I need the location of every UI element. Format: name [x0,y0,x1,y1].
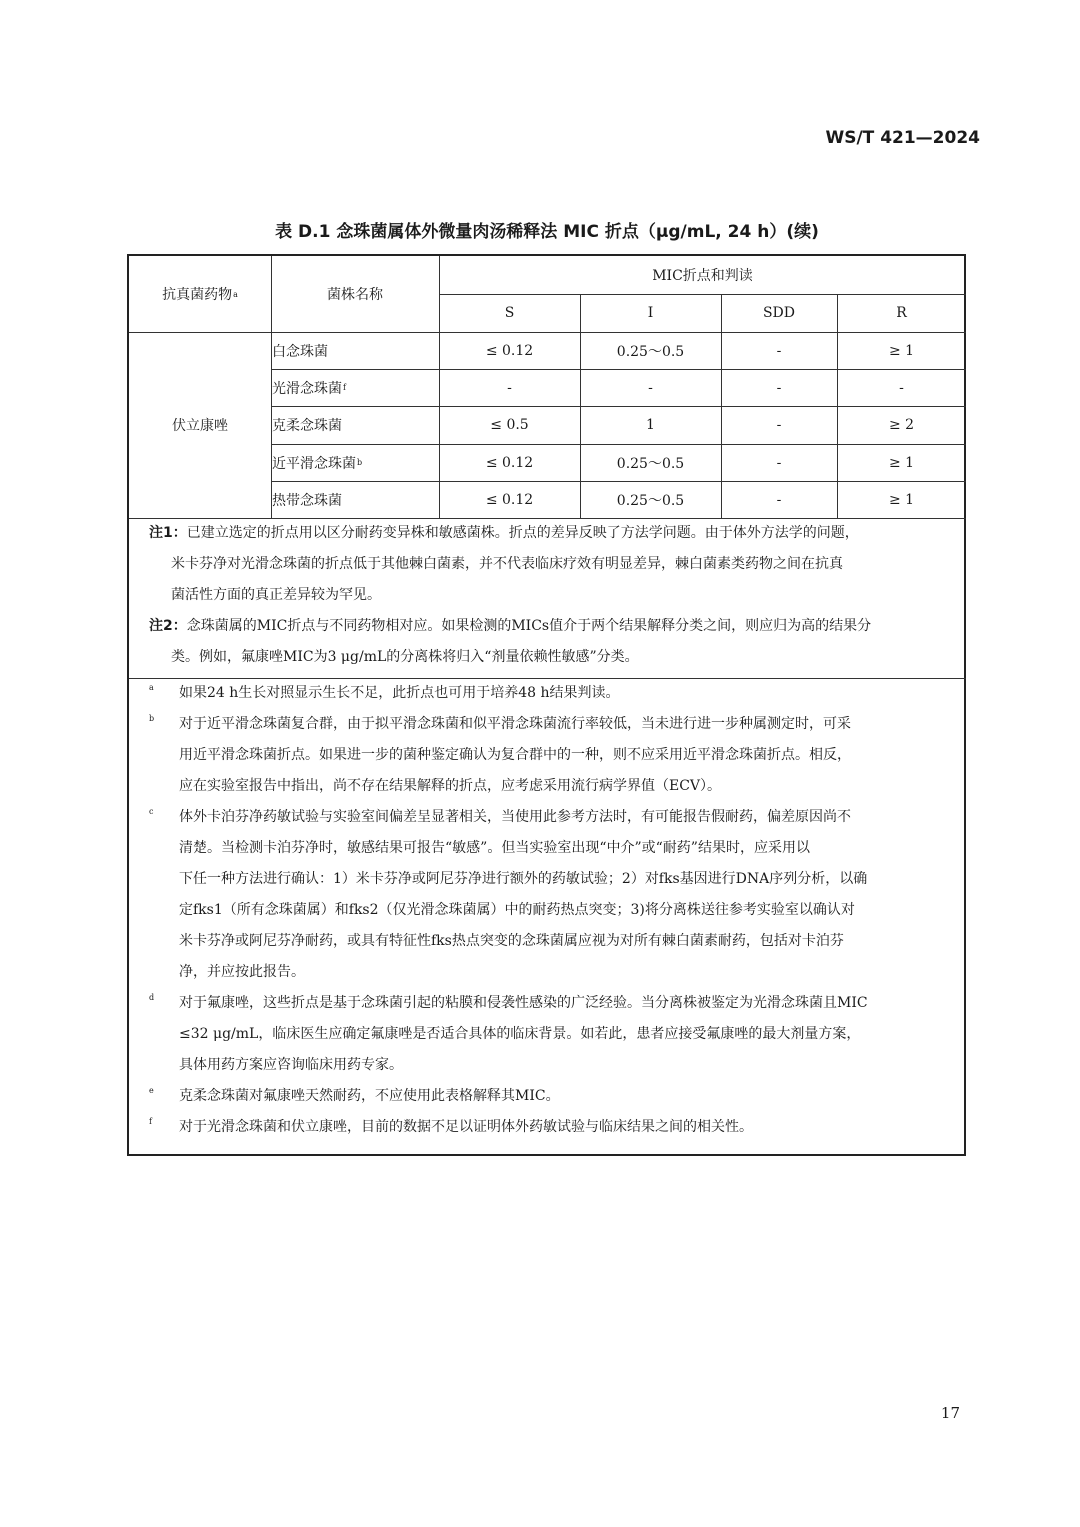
footnote-f [149,1112,964,1143]
i-cell: 1 [646,417,655,433]
note-line: 米卡芬净对光滑念珠菌的折点低于其他棘白菌素，并不代表临床疗效有明显差异，棘白菌素类药物之间在抗真 [171,556,843,572]
r-cell: ≥ 1 [888,342,915,359]
header-s: S [504,305,515,321]
note-label: 注2： [149,618,187,634]
standard-number: WS/T 421—2024 [825,128,980,148]
strain-cell [272,406,343,444]
strain-name: 近平滑念珠菌 [272,455,356,472]
sdd-cell: - [776,454,782,471]
strain-name: 克柔念珠菌 [272,418,342,434]
drug-cell: 伏立康唑 [172,418,228,434]
footnote-line: 体外卡泊芬净药敏试验与实验室间偏差呈显著相关，当使用此参考方法时，有可能报告假耐药，偏差原因尚不 [179,809,851,825]
footnote-mark: b [149,714,155,723]
footnote-line: 具体用药方案应咨询临床用药专家。 [179,1057,403,1073]
footnote-line: 对于氟康唑，这些折点是基于念珠菌引起的粘膜和侵袭性感染的广泛经验。当分离株被鉴定为光滑念珠菌且MIC [179,995,868,1011]
footnote-line: 净，并应按此报告。 [179,964,305,980]
strain-cell [272,481,343,518]
strain-name: 热带念珠菌 [272,492,342,509]
footnote-d [149,988,964,1081]
page-number: 17 [940,1404,960,1422]
note-line: 类。例如，氟康唑MIC为3 μg/mL的分离株将归入“剂量依赖性敏感”分类。 [171,649,639,665]
table-title: 表 D.1 念珠菌属体外微量肉汤稀释法 MIC 折点（μg/mL, 24 h）(续) [275,222,819,242]
footnote-mark: d [149,993,155,1002]
s-cell: ≤ 0.5 [490,417,529,433]
header-sdd: SDD [762,305,796,321]
r-cell: - [899,379,904,396]
footnote-mark: f [149,1117,152,1126]
note-1 [149,518,949,611]
sdd-cell: - [776,342,782,359]
r-cell: ≥ 1 [888,491,915,508]
note-line: 菌活性方面的真正差异较为罕见。 [171,587,381,603]
footnote-line: 如果24 h生长对照显示生长不足，此折点也可用于培养48 h结果判读。 [179,685,620,701]
note-text: 念珠菌属的MIC折点与不同药物相对应。如果检测的MICs值介于两个结果解释分类之间，则应归为高的结果分 [186,618,872,634]
footnote-line: 对于光滑念珠菌和伏立康唑，目前的数据不足以证明体外药敏试验与临床结果之间的相关性。 [179,1119,753,1135]
header-strain: 菌株名称 [327,287,383,303]
footnote-line: 定fks1（所有念珠菌属）和fks2（仅光滑念珠菌属）中的耐药热点突变；3)将分离株送往参考实验室以确认对 [179,902,855,918]
footnote-mark: c [149,807,154,816]
footnote-mark: a [233,289,238,299]
s-cell: ≤ 0.12 [485,454,534,471]
footnote-b [149,709,964,802]
footnote-e [149,1081,964,1112]
r-cell: ≥ 1 [888,454,915,471]
i-cell: 0.25～0.5 [616,343,685,360]
footnote-line: 米卡芬净或阿尼芬净耐药，或具有特征性fks热点突变的念珠菌属应视为对所有棘白菌素耐药，包括对卡泊芬 [179,933,844,949]
note-line [149,611,949,642]
header-drug [129,256,271,332]
s-cell: - [507,379,512,396]
footnote-a [149,678,964,709]
footnote-line: 对于近平滑念珠菌复合群，由于拟平滑念珠菌和似平滑念珠菌流行率较低，当未进行进一步种属测定时，可采 [179,716,851,732]
note-label: 注1： [149,525,187,541]
strain-name: 白念珠菌 [272,343,328,360]
note-2 [149,611,949,673]
header-r: R [896,305,907,321]
r-cell: ≥ 2 [888,417,915,433]
header-drug-label: 抗真菌药物 [162,287,233,303]
header-mic: MIC折点和判读 [652,268,753,284]
strain-cell [272,332,329,369]
footnote-line: 应在实验室报告中指出，尚不存在结果解释的折点，应考虑采用流行病学界值（ECV）。 [179,778,722,794]
s-cell: ≤ 0.12 [485,342,534,359]
footnote-line: 克柔念珠菌对氟康唑天然耐药，不应使用此表格解释其MIC。 [179,1088,560,1104]
header-i: I [647,305,654,321]
footnote-line: ≤32 μg/mL，临床医生应确定氟康唑是否适合具体的临床背景。如若此，患者应接受氟康唑的最大剂量方案， [179,1026,861,1042]
strain-name: 光滑念珠菌 [272,380,342,397]
footnote-line: 下任一种方法进行确认：1）米卡芬净或阿尼芬净进行额外的药敏试验；2）对fks基因进行DNA序列分析，以确 [179,871,868,887]
breakpoint-table [127,254,966,1156]
i-cell: 0.25～0.5 [616,455,685,472]
strain-cell [272,369,346,406]
sdd-cell: - [776,379,782,396]
footnote-mark: e [149,1086,154,1095]
footnote-c [149,802,964,988]
footnote-line: 用近平滑念珠菌折点。如果进一步的菌种鉴定确认为复合群中的一种，则不应采用近平滑念珠菌折点。相反， [179,747,851,763]
sdd-cell: - [776,491,782,508]
note-text: 已建立选定的折点用以区分耐药变异株和敏感菌株。折点的差异反映了方法学问题。由于体外方法学的问题， [186,525,859,541]
footnote-mark: b [357,458,363,467]
i-cell: - [648,379,653,396]
strain-cell [272,444,362,481]
footnote-mark: a [149,683,154,692]
i-cell: 0.25～0.5 [616,492,685,509]
s-cell: ≤ 0.12 [485,491,534,508]
sdd-cell: - [776,417,782,433]
note-line [149,518,949,549]
footnote-mark: f [343,383,346,392]
footnote-line: 清楚。当检测卡泊芬净时，敏感结果可报告“敏感”。但当实验室出现“中介”或“耐药”结果时，应采用以 [179,840,810,856]
